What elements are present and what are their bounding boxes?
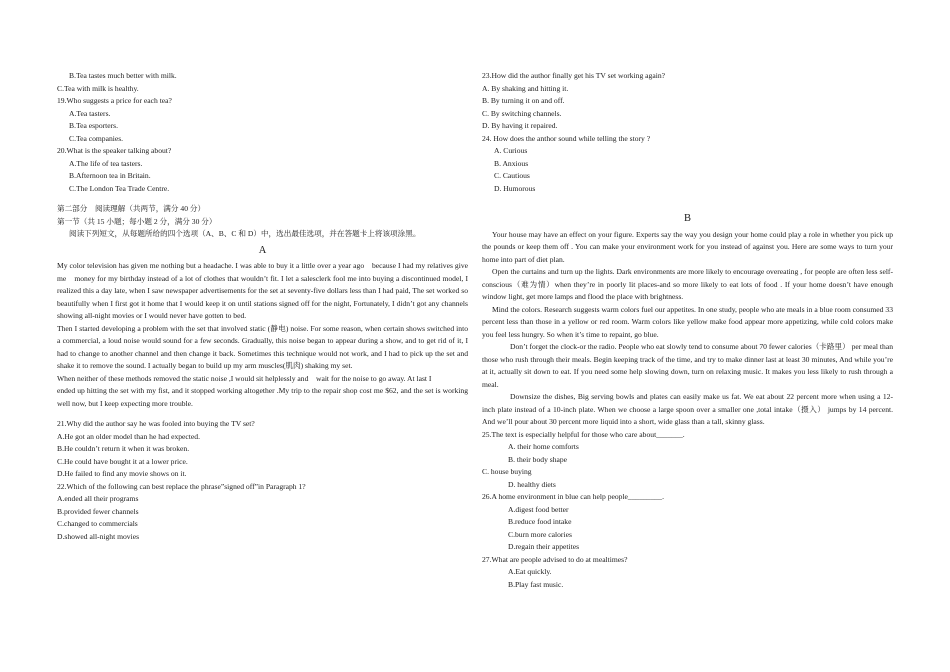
q26-question: 26.A home environment in blue can help people_________. bbox=[482, 492, 665, 501]
q22-option-c: C.changed to commercials bbox=[57, 519, 138, 528]
q25-option-d: D. healthy diets bbox=[508, 479, 556, 489]
passage-b-paragraph-2: Open the curtains and turn up the lights. Dark environments are more likely to encourage overeating , for people are often less self-conscious（难为情）when they’re in poorly lit places-and so more likely to eat lots of food . If your home doesn’t have enough window light, get more lamps and flood the place with brightness. bbox=[482, 267, 893, 301]
q20-option-c: C.The London Tea Trade Centre. bbox=[69, 183, 170, 193]
section-header: 第二部分 阅读理解（共两节，满分 40 分） bbox=[57, 204, 206, 213]
passage-b-paragraph-4: Don’t forget the clock-or the radio. People who eat slowly tend to consume about 70 fewer calories（卡路里） per meal than those who rush through their meals. Begin keeping track of the time, and try to make dinner last at least 30 minutes, And while you’re at it, actually sit down to eat. If you need some help slowing down, turn on relaxing music. It makes you less likely to rush through a meal. bbox=[482, 342, 893, 389]
passage-b-paragraph-1: Your house may have an effect on your figure. Experts say the way you design your home could play a role in whether you pick up the pounds or keep them off . You can make your environment work for you instead of against you. Here are some ways to turn your home into part of diet plan. bbox=[482, 229, 893, 264]
passage-b-paragraph-3: Mind the colors. Research suggests warm colors fuel our appetites. In one study, people who ate meals in a blue room consumed 33 percent less than those in a yellow or red room. Warm colors like yellow make food appear more appetizing, while cold colors make you feel less hungry. So when it’s time to repaint, go blue. bbox=[482, 304, 893, 339]
q21-option-a: A.He got an older model than he had expected. bbox=[57, 431, 200, 441]
q20-question: 20.What is the speaker talking about? bbox=[57, 146, 172, 155]
passage-a-paragraph-2: Then I started developing a problem with the set that involved static (静电) noise. For some reason, when certain shows switched into a commercial, a loud noise would sound for a few seconds. Gradually, this noise began to appear during a show, and to get rid of it, I had to change to another channel and then change it back. Sometimes this technique would not work, and I had to pick up the set and shake it to remove the sound. I actually began to build up my arm muscles(肌肉) shaking my set. bbox=[57, 323, 468, 370]
q25-option-b: B. their body shape bbox=[508, 454, 568, 464]
subsection-header: 第一节（共 15 小题；每小题 2 分，满分 30 分） bbox=[57, 216, 217, 226]
q23-question: 23.How did the author finally get his TV set working again? bbox=[482, 71, 665, 80]
passage-a-paragraph-1: My color television has given me nothing but a headache. I was able to buy it a little over a year ago because I had my relatives give me money for my birthday instead of a lot of clothes that wouldn’t fit. I let a salesclerk fool me into buying a discontinued model, I realized this a day late, when I saw newspaper advertisements for the set at seventy-five dollars less than I had paid, The set worked so beautifully when I first got it home that I would keep it on until stations signed off for the night, Fortunately, I didn’t got any channels showing all-night movies or I would never have gotten to bed. bbox=[57, 261, 468, 320]
q22-option-b: B.provided fewer channels bbox=[57, 506, 139, 516]
q27-option-b: B.Play fast music. bbox=[508, 579, 564, 589]
q25-option-a: A. their home comforts bbox=[508, 442, 579, 451]
q24-question: 24. How does the anthor sound while telling the story ? bbox=[482, 133, 651, 143]
q25-question: 25.The text is especially helpful for those who care about_______. bbox=[482, 429, 685, 439]
q19-option-a: A.Tea tasters. bbox=[69, 108, 111, 118]
q22-option-d: D.showed all-night movies bbox=[57, 531, 140, 541]
q21-option-c: C.He could have bought it at a lower price. bbox=[57, 456, 188, 466]
q26-option-c: C.burn more calories bbox=[508, 529, 572, 539]
q26-option-b: B.reduce food intake bbox=[508, 517, 572, 526]
q26-option-a: A.digest food better bbox=[508, 504, 569, 514]
q23-option-d: D. By having it repaired. bbox=[482, 121, 558, 130]
q19-option-b: B.Tea esporters. bbox=[69, 121, 119, 130]
q20-option-a: A.The life of tea tasters. bbox=[69, 158, 143, 168]
q24-option-a: A. Curious bbox=[494, 146, 528, 155]
passage-a-paragraph-3: When neither of these methods removed the static noise ,I would sit helplessly and wait for the noise to go away. At last I bbox=[57, 373, 432, 383]
q18-option-b: B.Tea tastes much better with milk. bbox=[69, 71, 177, 80]
q24-option-d: D. Humorous bbox=[494, 183, 536, 193]
passage-a-paragraph-4: ended up hitting the set with my fist, and it stopped working altogether .My trip to the repair shop cost me $62, and the set is working well now, but I keep expecting more trouble. bbox=[57, 386, 468, 408]
q19-option-c: C.Tea companies. bbox=[69, 133, 124, 143]
passage-b-paragraph-5: Downsize the dishes, Big serving bowls and plates can easily make us fat. We eat about 22 percent more when using a 12-inch plate instead of a 10-inch plate. When we choose a large spoon over a smaller one ,total intake（摄入） jumps by 14 percent. And we’ll pour about 30 percent more liquid into a short, wide glass than a tall, skinny glass. bbox=[482, 392, 893, 426]
q21-question: 21.Why did the author say he was fooled into buying the TV set? bbox=[57, 419, 255, 428]
q24-option-b: B. Anxious bbox=[494, 158, 529, 168]
instructions: 阅读下列短文，从每题所给的四个选项（A、B、C 和 D）中，选出最佳选项，并在答题卡上将该项涂黑。 bbox=[69, 229, 421, 238]
q25-option-c: C. house buying bbox=[482, 467, 532, 476]
q23-option-b: B. By turning it on and off. bbox=[482, 96, 565, 105]
q21-option-d: D.He failed to find any movie shows on it. bbox=[57, 469, 187, 478]
q19-question: 19.Who suggests a price for each tea? bbox=[57, 96, 172, 105]
passage-a-title: A bbox=[258, 244, 267, 256]
passage-b-title: B bbox=[683, 213, 691, 224]
q23-option-c: C. By switching channels. bbox=[482, 108, 562, 118]
q22-question: 22.Which of the following can best replace the phrase”signed off”in Paragraph 1? bbox=[57, 481, 306, 491]
q24-option-c: C. Cautious bbox=[494, 171, 530, 180]
right-column bbox=[482, 70, 893, 591]
q20-option-b: B.Afternoon tea in Britain. bbox=[69, 171, 151, 180]
left-column bbox=[57, 70, 468, 543]
q26-option-d: D.regain their appetites bbox=[508, 542, 580, 551]
q23-option-a: A. By shaking and hitting it. bbox=[482, 83, 569, 93]
q21-option-b: B.He couldn’t return it when it was broken. bbox=[57, 444, 190, 453]
q18-option-c: C.Tea with milk is healthy. bbox=[57, 83, 139, 93]
q22-option-a: A.ended all their programs bbox=[57, 494, 139, 503]
q27-question: 27.What are people advised to do at mealtimes? bbox=[482, 554, 628, 564]
q27-option-a: A.Eat quickly. bbox=[508, 567, 552, 576]
